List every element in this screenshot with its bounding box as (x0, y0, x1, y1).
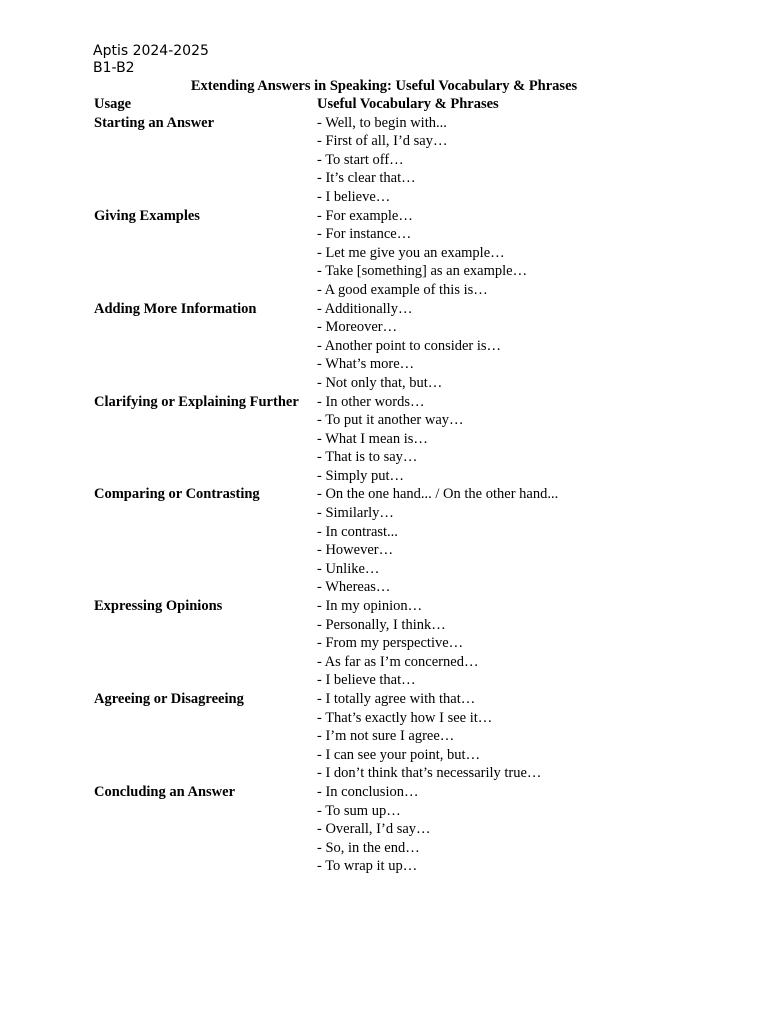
usage-cell: Agreeing or Disagreeing (94, 691, 244, 707)
phrase-cell: - That’s exactly how I see it… (317, 709, 493, 726)
phrase-cell: - First of all, I’d say… (317, 133, 448, 150)
usage-cell (94, 857, 317, 876)
phrase-cell: - On the one hand... / On the other hand... (317, 486, 559, 503)
usage-cell (94, 634, 317, 653)
table-row (94, 802, 717, 821)
usage-cell (94, 523, 317, 542)
table-row (94, 355, 717, 374)
table-row (94, 281, 717, 300)
table-row (94, 727, 717, 746)
usage-cell (94, 504, 317, 523)
usage-cell (94, 560, 317, 579)
usage-cell (94, 727, 317, 746)
usage-cell (94, 802, 317, 821)
usage-cell (94, 541, 317, 560)
usage-cell: Expressing Opinions (94, 598, 223, 615)
phrase-cell: - However… (317, 542, 394, 559)
phrase-cell: - Not only that, but… (317, 374, 443, 391)
phrase-cell: - As far as I’m concerned… (317, 653, 479, 670)
usage-cell (94, 448, 317, 467)
phrase-cell: - I believe that… (317, 672, 416, 689)
table-row (94, 393, 717, 412)
phrase-cell: - Overall, I’d say… (317, 821, 431, 838)
usage-cell (94, 151, 317, 170)
table-row (94, 857, 717, 876)
phrase-cell: - In contrast... (317, 523, 398, 540)
table-row (94, 169, 717, 188)
table-row (94, 485, 717, 504)
table-row (94, 541, 717, 560)
usage-cell (94, 709, 317, 728)
phrase-cell: - To put it another way… (317, 412, 464, 429)
usage-cell (94, 764, 317, 783)
document-title: Extending Answers in Speaking: Useful Vocabulary & Phrases (190, 78, 578, 94)
usage-cell (94, 225, 317, 244)
table-row (94, 337, 717, 356)
table-row (94, 430, 717, 449)
usage-cell (94, 337, 317, 356)
usage-cell (94, 467, 317, 486)
phrase-cell: - Personally, I think… (317, 616, 446, 633)
phrase-cell: - I totally agree with that… (317, 691, 476, 707)
phrase-cell: - Similarly… (317, 505, 394, 522)
column-header-usage: Usage (94, 96, 132, 112)
phrase-cell: - Additionally… (317, 300, 413, 317)
usage-cell: Adding More Information (94, 300, 257, 317)
usage-cell (94, 262, 317, 281)
phrase-cell: - I can see your point, but… (317, 746, 481, 763)
table-row (94, 653, 717, 672)
table-row (94, 709, 717, 728)
table-row (94, 578, 717, 597)
usage-cell (94, 839, 317, 858)
table-row (94, 616, 717, 635)
table-row (94, 411, 717, 430)
usage-cell (94, 578, 317, 597)
phrase-cell: - I believe… (317, 188, 391, 205)
usage-cell (94, 244, 317, 263)
usage-cell (94, 411, 317, 430)
table-row (94, 820, 717, 839)
table-row (94, 504, 717, 523)
phrase-cell: - Take [something] as an example… (317, 263, 528, 280)
table-body (94, 114, 717, 876)
phrase-cell: - In my opinion… (317, 598, 423, 615)
table-header-row (94, 95, 717, 114)
usage-cell (94, 430, 317, 449)
table-row (94, 523, 717, 542)
table-row (94, 746, 717, 765)
phrase-cell: - What’s more… (317, 356, 415, 373)
table-row (94, 783, 717, 802)
table-row (94, 244, 717, 263)
usage-cell (94, 318, 317, 337)
phrase-cell: - For example… (317, 207, 413, 224)
phrase-cell: - That is to say… (317, 449, 418, 466)
table-row (94, 132, 717, 151)
usage-cell (94, 820, 317, 839)
phrase-cell: - In other words… (317, 393, 425, 410)
table-row (94, 207, 717, 226)
usage-cell (94, 746, 317, 765)
usage-cell: Clarifying or Explaining Further (94, 393, 299, 410)
table-row (94, 114, 717, 133)
phrase-cell: - I’m not sure I agree… (317, 728, 455, 745)
column-header-phrases: Useful Vocabulary & Phrases (317, 96, 499, 112)
phrase-cell: - In conclusion… (317, 783, 419, 800)
usage-cell (94, 281, 317, 300)
phrase-cell: - Whereas… (317, 579, 391, 596)
usage-cell: Giving Examples (94, 207, 200, 224)
usage-cell (94, 616, 317, 635)
phrase-cell: - To start off… (317, 151, 404, 168)
table-row (94, 262, 717, 281)
usage-cell (94, 653, 317, 672)
phrase-cell: - Well, to begin with... (317, 114, 447, 131)
usage-cell (94, 169, 317, 188)
phrase-cell: - It’s clear that… (317, 170, 416, 187)
phrase-cell: - Unlike… (317, 560, 380, 577)
phrase-cell: - So, in the end… (317, 839, 420, 856)
table-row (94, 374, 717, 393)
table-row (94, 671, 717, 690)
usage-cell (94, 132, 317, 151)
phrase-cell: - Another point to consider is… (317, 337, 502, 354)
phrase-cell: - A good example of this is… (317, 281, 488, 298)
table-row (94, 300, 717, 319)
table-row (94, 318, 717, 337)
usage-cell (94, 374, 317, 393)
usage-cell (94, 355, 317, 374)
usage-cell: Starting an Answer (94, 114, 215, 131)
table-row (94, 225, 717, 244)
phrase-cell: - I don’t think that’s necessarily true… (317, 765, 542, 782)
header-level: B1-B2 (93, 60, 135, 76)
table-row (94, 690, 717, 709)
usage-cell: Concluding an Answer (94, 783, 236, 800)
table-row (94, 597, 717, 616)
phrase-cell: - For instance… (317, 226, 412, 243)
table-row (94, 448, 717, 467)
usage-cell (94, 188, 317, 207)
table-row (94, 151, 717, 170)
vocabulary-table (94, 95, 717, 876)
phrase-cell: - To wrap it up… (317, 858, 418, 875)
table-row (94, 188, 717, 207)
table-row (94, 764, 717, 783)
phrase-cell: - Moreover… (317, 319, 398, 336)
header-course-title: Aptis 2024-2025 (93, 43, 209, 59)
table-row (94, 560, 717, 579)
table-row (94, 839, 717, 858)
phrase-cell: - To sum up… (317, 802, 401, 819)
usage-cell: Comparing or Contrasting (94, 486, 260, 503)
phrase-cell: - Let me give you an example… (317, 244, 505, 261)
phrase-cell: - Simply put… (317, 467, 405, 484)
phrase-cell: - What I mean is… (317, 430, 428, 447)
phrase-cell: - From my perspective… (317, 635, 464, 652)
table-row (94, 467, 717, 486)
table-row (94, 634, 717, 653)
usage-cell (94, 671, 317, 690)
